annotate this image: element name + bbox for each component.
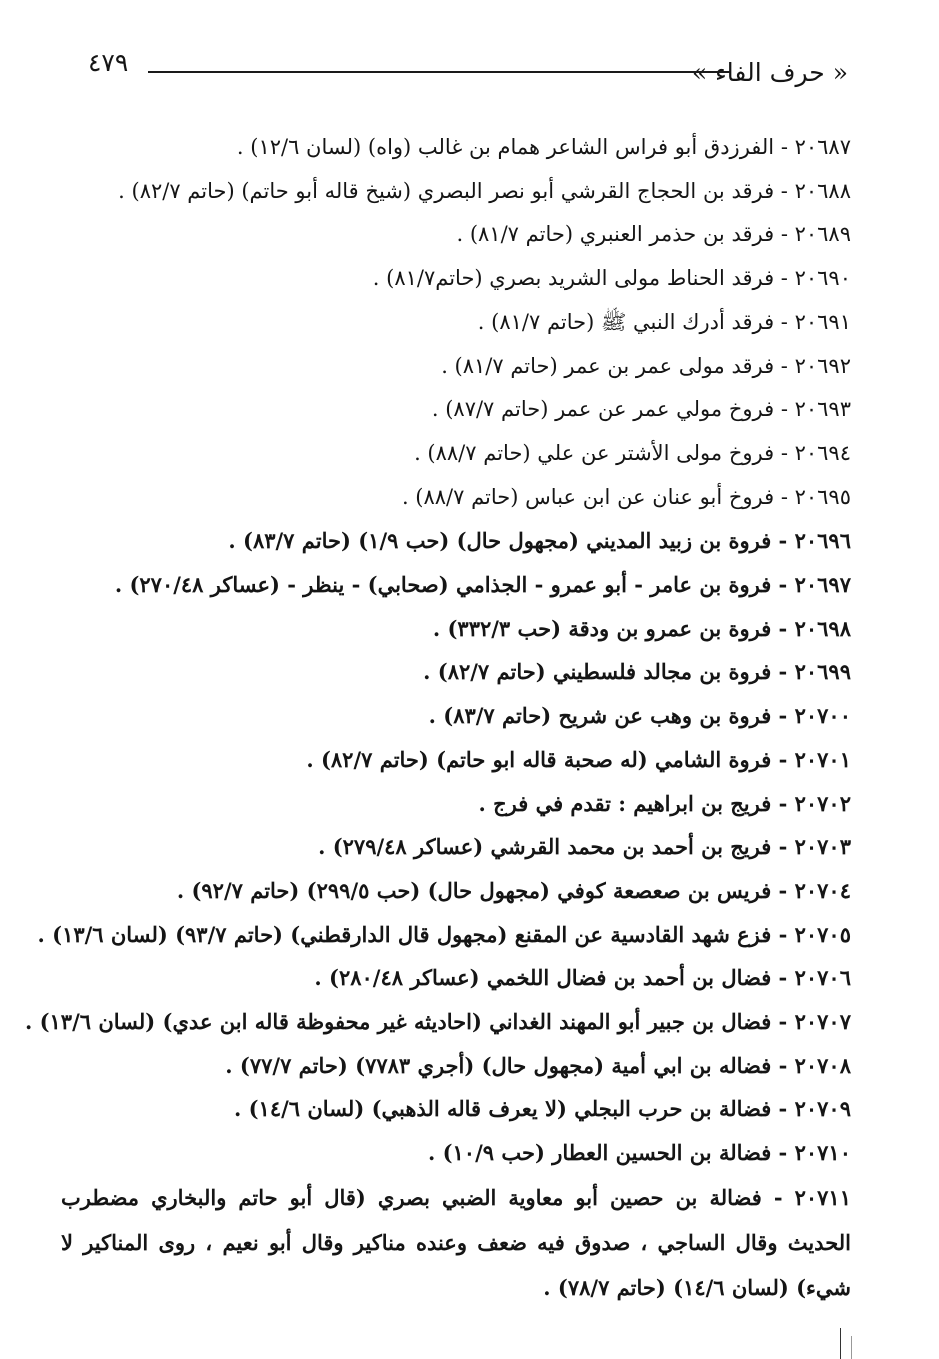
entry-20688 [61,170,851,214]
entry-text: ٢٠٧٠١ - فروة الشامي (له صحبة قاله ابو حاتم) (حاتم ٨٢/٧) . [306,746,851,772]
entry-text: ٢٠٧١٠ - فضالة بن الحسين العطار (حب ١٠/٩) . [427,1140,851,1166]
entry-20691 [61,301,851,345]
entry-text: ٢٠٦٩٦ - فروة بن زبيد المديني (مجهول حال) (حب ١/٩) (حاتم ٨٣/٧) . [228,528,851,554]
entry-text: ٢٠٧٠٢ - فريج بن ابراهيم : تقدم في فرج . [478,790,851,816]
entry-20708 [61,1044,851,1088]
entry-text: ٢٠٧٠٠ - فروة بن وهب عن شريح (حاتم ٨٣/٧) . [428,703,851,729]
entry-20705 [37,913,851,957]
entry-20689 [61,213,851,257]
entry-20692 [61,345,851,389]
entry-text: ٢٠٦٩٠ - فرقد الحناط مولى الشريد بصري (حاتم٨١/٧) . [372,266,851,291]
entry-text: ٢٠٦٨٩ - فرقد بن حذمر العنبري (حاتم ٨١/٧) . [456,222,851,247]
entry-20696 [61,519,851,563]
entry-20701 [61,738,851,782]
entry-text: ٢٠٦٩٧ - فروة بن عامر - أبو عمرو - الجذامي (صحابي) - ينظر - (عساكر ٢٧٠/٤٨) . [114,572,851,598]
scan-edge-mark [851,1336,852,1359]
entry-20707 [24,1000,851,1044]
entry-text: ٢٠٦٩٤ - فروخ مولى الأشتر عن علي (حاتم ٨٨/٧) . [414,440,851,465]
entry-20711 [61,1175,851,1310]
entry-text: ٢٠٦٩٩ - فروة بن مجالد فلسطيني (حاتم ٨٢/٧) . [423,659,851,685]
page-number: ٤٧٩ [88,48,129,77]
entry-20700 [61,694,851,738]
entry-20697 [61,563,851,607]
entry-text: ٢٠٧٠٥ - فزع شهد القادسية عن المقنع (مجهول قال الدارقطني) (حاتم ٩٣/٧) (لسان ١٣/٦) . [37,921,851,947]
entry-20690 [61,257,851,301]
entry-text: ٢٠٦٩٥ - فروخ أبو عنان عن ابن عباس (حاتم ٨٨/٧) . [401,484,851,509]
entry-text: ٢٠٧٠٨ - فضاله بن ابي أمية (مجهول حال) (أجري ٧٧٨٣) (حاتم ٧٧/٧) . [225,1052,851,1078]
chapter-title: « حرف الفاء » [691,58,848,87]
entry-text: ٢٠٧٠٦ - فضال بن أحمد بن فضال اللخمي (عساكر ٢٨٠/٤٨) . [314,965,851,991]
entry-text: ٢٠٦٩١ - فرقد أدرك النبي ﷺ (حاتم ٨١/٧) . [477,309,851,334]
entry-20698 [61,607,851,651]
entry-20706 [61,956,851,1000]
entry-text: ٢٠٦٨٨ - فرقد بن الحجاج القرشي أبو نصر البصري (شيخ قاله أبو حاتم) (حاتم ٨٢/٧) . [118,178,851,203]
entry-20695 [61,476,851,520]
entry-20694 [61,432,851,476]
entry-20709 [61,1087,851,1131]
entry-20703 [61,825,851,869]
entry-text: ٢٠٦٩٣ - فروخ مولي عمر عن عمر (حاتم ٨٧/٧) . [431,397,851,422]
entry-20693 [61,388,851,432]
scan-edge-mark [840,1328,841,1359]
entry-text: ٢٠٧١١ - فضالة بن حصين أبو معاوية الضبي بصري (قال أبو حاتم والبخاري مضطرب الحديث وقال الساجي ، صدوق فيه ضعف وعنده مناكير وقال أبو نعيم ، روى المناكير لا شيء) (لسان ١٤/٦) (حاتم ٧٨/٧) . [61,1184,851,1300]
entry-text: ٢٠٦٨٧ - الفرزدق أبو فراس الشاعر همام بن غالب (واه) (لسان ١٢/٦) . [236,135,851,159]
entry-text: ٢٠٧٠٣ - فريج بن أحمد بن محمد القرشي (عساكر ٢٧٩/٤٨) . [318,834,851,860]
entry-20710 [61,1131,851,1175]
entry-20702 [61,782,851,826]
entry-20704 [61,869,851,913]
entry-text: ٢٠٧٠٩ - فضالة بن حرب البجلي (لا يعرف قاله الذهبي) (لسان ١٤/٦) . [233,1096,851,1122]
page-header [88,48,848,88]
entry-text: ٢٠٦٩٨ - فروة بن عمرو بن ودقة (حب ٣٣٢/٣) . [432,615,851,641]
entry-20699 [61,650,851,694]
entry-text: ٢٠٧٠٤ - فريس بن صعصعة كوفي (مجهول حال) (حب ٢٩٩/٥) (حاتم ٩٢/٧) . [176,877,851,903]
entry-20687 [61,126,851,170]
entry-list [24,126,851,1310]
entry-text: ٢٠٧٠٧ - فضال بن جبير أبو المهند الغداني (احاديثه غير محفوظة قاله ابن عدي) (لسان ١٣/٦) . [24,1009,851,1035]
entry-text: ٢٠٦٩٢ - فرقد مولى عمر بن عمر (حاتم ٨١/٧) . [441,353,851,378]
header-rule [148,71,730,73]
